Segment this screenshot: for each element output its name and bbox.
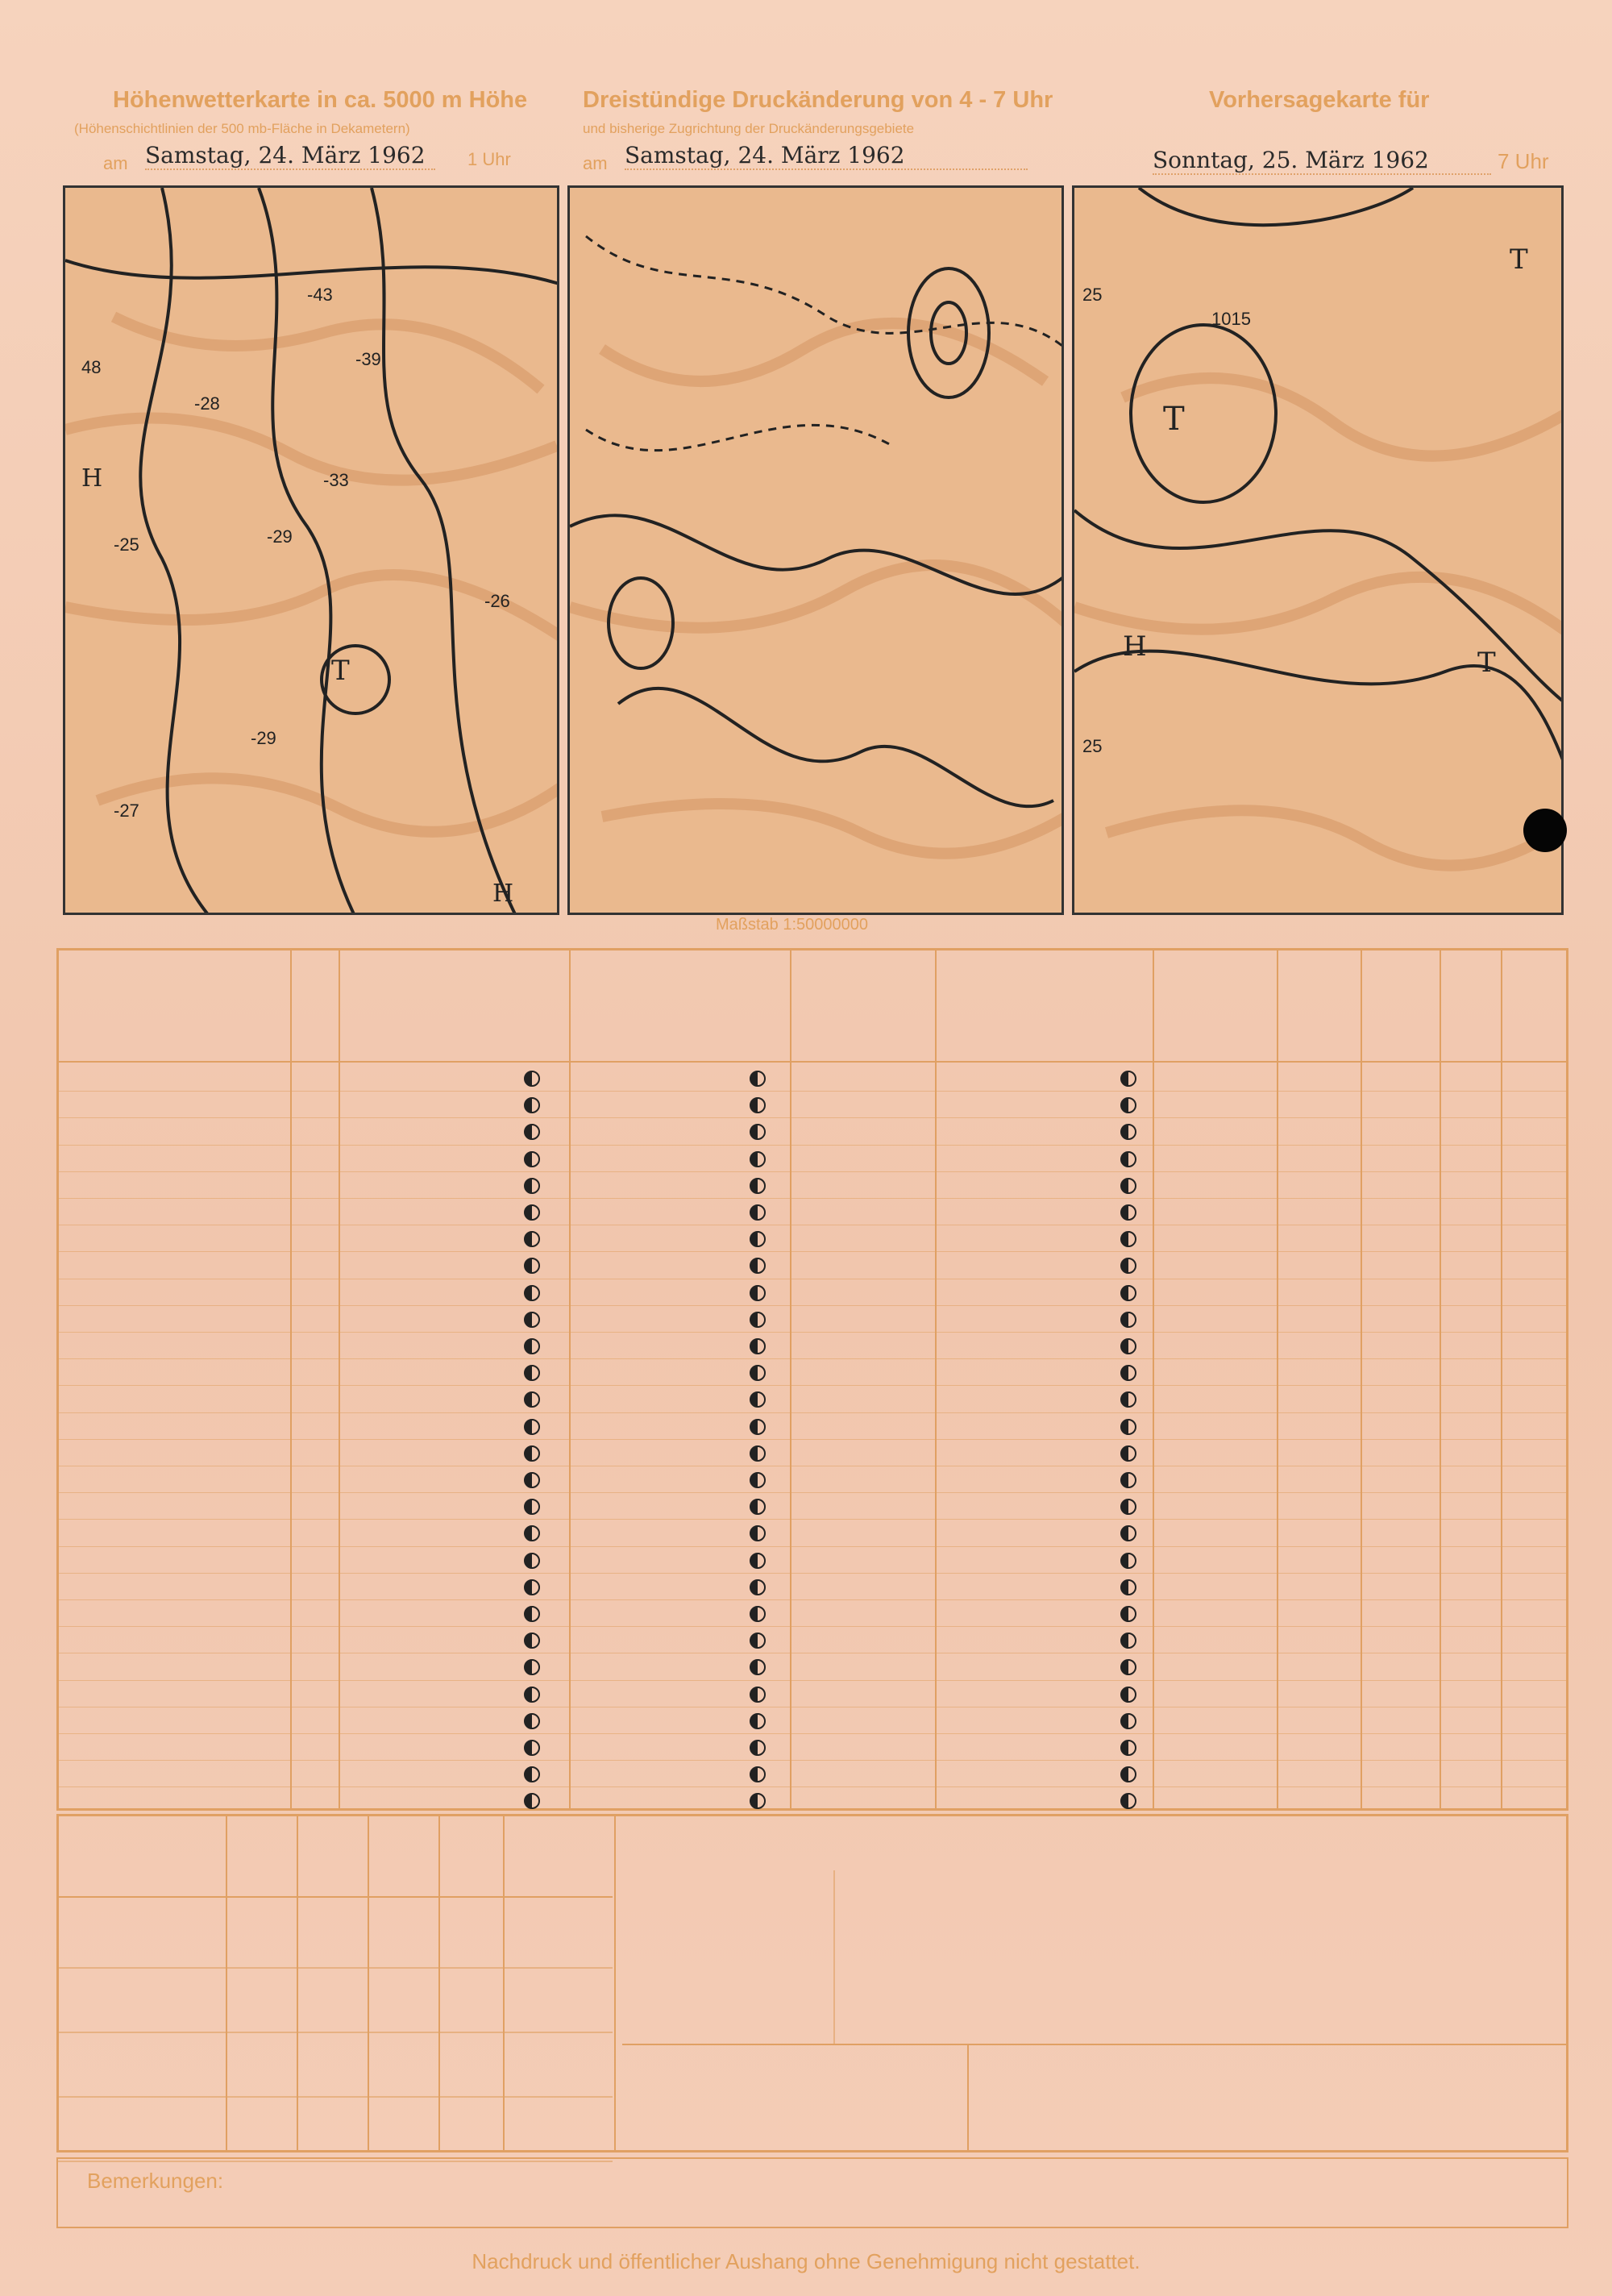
weather-symbol-icon: [1120, 1687, 1136, 1703]
soil-col-rule: [226, 1814, 227, 2152]
svg-text:-29: -29: [251, 728, 276, 748]
upper-air-map: [63, 185, 559, 915]
weather-symbol-icon: [750, 1204, 766, 1221]
table-header-rule: [56, 1061, 1568, 1063]
am-label-1: am: [103, 153, 128, 173]
svg-text:-28: -28: [194, 393, 220, 414]
observation-table: [56, 948, 1568, 1811]
map1-date: Samstag, 24. März 1962: [145, 142, 435, 170]
weather-symbol-icon: [750, 1071, 766, 1087]
svg-text:H: H: [1123, 630, 1147, 663]
weather-symbol-icon: [750, 1151, 766, 1167]
weather-symbol-icon: [524, 1071, 540, 1087]
svg-text:-29: -29: [267, 526, 293, 547]
svg-text:T: T: [1477, 647, 1496, 679]
weather-symbol-icon: [1120, 1419, 1136, 1435]
table-row-rule: [56, 1091, 1568, 1092]
weather-symbol-icon: [1120, 1579, 1136, 1595]
map3-title: Vorhersagekarte für: [1209, 87, 1430, 113]
soil-rule: [56, 1896, 613, 1898]
weather-symbol-icon: [750, 1472, 766, 1488]
weather-symbol-icon: [1120, 1312, 1136, 1328]
table-row-rule: [56, 1599, 1568, 1600]
weather-symbol-icon: [750, 1178, 766, 1194]
table-row-rule: [56, 1680, 1568, 1681]
weather-symbol-icon: [524, 1312, 540, 1328]
weather-symbol-icon: [524, 1553, 540, 1569]
map3-time: 7 Uhr: [1498, 149, 1549, 173]
table-row-rule: [56, 1519, 1568, 1520]
weather-symbol-icon: [524, 1445, 540, 1462]
table-col-rule: [1501, 948, 1502, 1811]
map2-title: Dreistündige Druckänderung von 4 - 7 Uhr: [583, 87, 1053, 113]
weather-symbol-icon: [750, 1713, 766, 1729]
weather-symbol-icon: [524, 1579, 540, 1595]
svg-text:T: T: [1510, 243, 1528, 276]
weather-symbol-icon: [1120, 1740, 1136, 1756]
svg-text:25: 25: [1082, 736, 1103, 756]
table-row-rule: [56, 1546, 1568, 1547]
weather-symbol-icon: [1120, 1472, 1136, 1488]
svg-text:H: H: [492, 880, 514, 908]
table-row-rule: [56, 1145, 1568, 1146]
map-panels: [63, 185, 1564, 915]
weather-symbol-icon: [1120, 1606, 1136, 1622]
svg-text:-33: -33: [323, 470, 349, 490]
pressure-change-map: [567, 185, 1064, 915]
map-scale: Maßstab 1:50000000: [716, 916, 869, 934]
table-row-rule: [56, 1117, 1568, 1118]
svg-text:25: 25: [1082, 285, 1103, 305]
weather-symbol-icon: [1120, 1204, 1136, 1221]
svg-text:-25: -25: [114, 534, 139, 555]
map2-subtitle: und bisherige Zugrichtung der Druckänderungsgebiete: [583, 121, 915, 136]
weather-symbol-icon: [524, 1151, 540, 1167]
table-col-rule: [1361, 948, 1362, 1811]
table-row-rule: [56, 1251, 1568, 1252]
lower-section: [56, 1814, 1568, 2152]
atmo-rule: [622, 2044, 1568, 2045]
table-col-rule: [290, 948, 292, 1811]
table-col-rule: [569, 948, 571, 1811]
weather-symbol-icon: [1120, 1338, 1136, 1354]
svg-text:-27: -27: [114, 801, 139, 821]
soil-row-rule: [56, 2096, 613, 2098]
weather-symbol-icon: [750, 1445, 766, 1462]
table-row-rule: [56, 1198, 1568, 1199]
weather-symbol-icon: [524, 1687, 540, 1703]
table-col-rule: [1153, 948, 1154, 1811]
table-row-rule: [56, 1439, 1568, 1440]
mittel-rule: [967, 2044, 969, 2152]
weather-symbol-icon: [524, 1606, 540, 1622]
weather-symbol-icon: [1120, 1445, 1136, 1462]
table-row-rule: [56, 1385, 1568, 1386]
weather-symbol-icon: [750, 1553, 766, 1569]
map1-title: Höhenwetterkarte in ca. 5000 m Höhe: [113, 87, 528, 113]
soil-col-rule: [614, 1814, 616, 2152]
map1-time: 1 Uhr: [467, 149, 511, 169]
svg-text:T: T: [331, 655, 350, 687]
weather-symbol-icon: [750, 1285, 766, 1301]
weather-symbol-icon: [1120, 1713, 1136, 1729]
table-row-rule: [56, 1332, 1568, 1333]
table-col-rule: [1440, 948, 1441, 1811]
weather-symbol-icon: [750, 1740, 766, 1756]
weather-symbol-icon: [524, 1178, 540, 1194]
weather-symbol-icon: [524, 1338, 540, 1354]
table-row-rule: [56, 1492, 1568, 1493]
map3-date: Sonntag, 25. März 1962: [1153, 147, 1491, 175]
svg-text:T: T: [1163, 401, 1185, 438]
svg-text:1015: 1015: [1211, 309, 1251, 329]
weather-symbol-icon: [750, 1338, 766, 1354]
weather-symbol-icon: [750, 1312, 766, 1328]
table-row-rule: [56, 1733, 1568, 1734]
remarks-label: Bemerkungen:: [87, 2169, 224, 2193]
map2-date: Samstag, 24. März 1962: [625, 142, 1028, 170]
weather-symbol-icon: [524, 1419, 540, 1435]
weather-symbol-icon: [524, 1472, 540, 1488]
svg-text:48: 48: [81, 357, 102, 377]
table-col-rule: [1277, 948, 1278, 1811]
punch-hole: [1523, 809, 1567, 852]
table-col-rule: [935, 948, 937, 1811]
table-row-rule: [56, 1573, 1568, 1574]
weather-symbol-icon: [524, 1713, 540, 1729]
weather-symbol-icon: [750, 1579, 766, 1595]
svg-text:-43: -43: [307, 285, 333, 305]
weather-symbol-icon: [750, 1687, 766, 1703]
footer-notice: Nachdruck und öffentlicher Aushang ohne Genehmigung nicht gestattet.: [472, 2249, 1140, 2273]
weather-symbol-icon: [1120, 1071, 1136, 1087]
weather-symbol-icon: [524, 1740, 540, 1756]
svg-text:-26: -26: [484, 591, 510, 611]
forecast-map: [1072, 185, 1564, 915]
am-label-2: am: [583, 153, 608, 173]
table-row-rule: [56, 1305, 1568, 1306]
weather-symbol-icon: [750, 1606, 766, 1622]
soil-row-rule: [56, 2032, 613, 2033]
map1-subtitle: (Höhenschichtlinien der 500 mb-Fläche in Dekametern): [74, 121, 410, 136]
soil-col-rule: [503, 1814, 505, 2152]
table-row-rule: [56, 1626, 1568, 1627]
svg-text:H: H: [81, 464, 103, 493]
table-row-rule: [56, 1760, 1568, 1761]
soil-col-rule: [438, 1814, 440, 2152]
table-row-rule: [56, 1171, 1568, 1172]
svg-text:-39: -39: [355, 349, 381, 369]
table-col-rule: [339, 948, 340, 1811]
table-col-rule: [790, 948, 791, 1811]
weather-symbol-icon: [750, 1419, 766, 1435]
weather-symbol-icon: [1120, 1285, 1136, 1301]
weather-symbol-icon: [524, 1204, 540, 1221]
soil-col-rule: [297, 1814, 298, 2152]
weather-symbol-icon: [524, 1285, 540, 1301]
table-row-rule: [56, 1412, 1568, 1413]
soil-col-rule: [368, 1814, 369, 2152]
remarks-box: [56, 2157, 1568, 2228]
weather-symbol-icon: [1120, 1151, 1136, 1167]
table-row-rule: [56, 1358, 1568, 1359]
atmo-rule-v: [833, 1870, 835, 2044]
weather-symbol-icon: [1120, 1178, 1136, 1194]
weather-symbol-icon: [1120, 1553, 1136, 1569]
soil-row-rule: [56, 1967, 613, 1969]
table-row-rule: [56, 1786, 1568, 1787]
